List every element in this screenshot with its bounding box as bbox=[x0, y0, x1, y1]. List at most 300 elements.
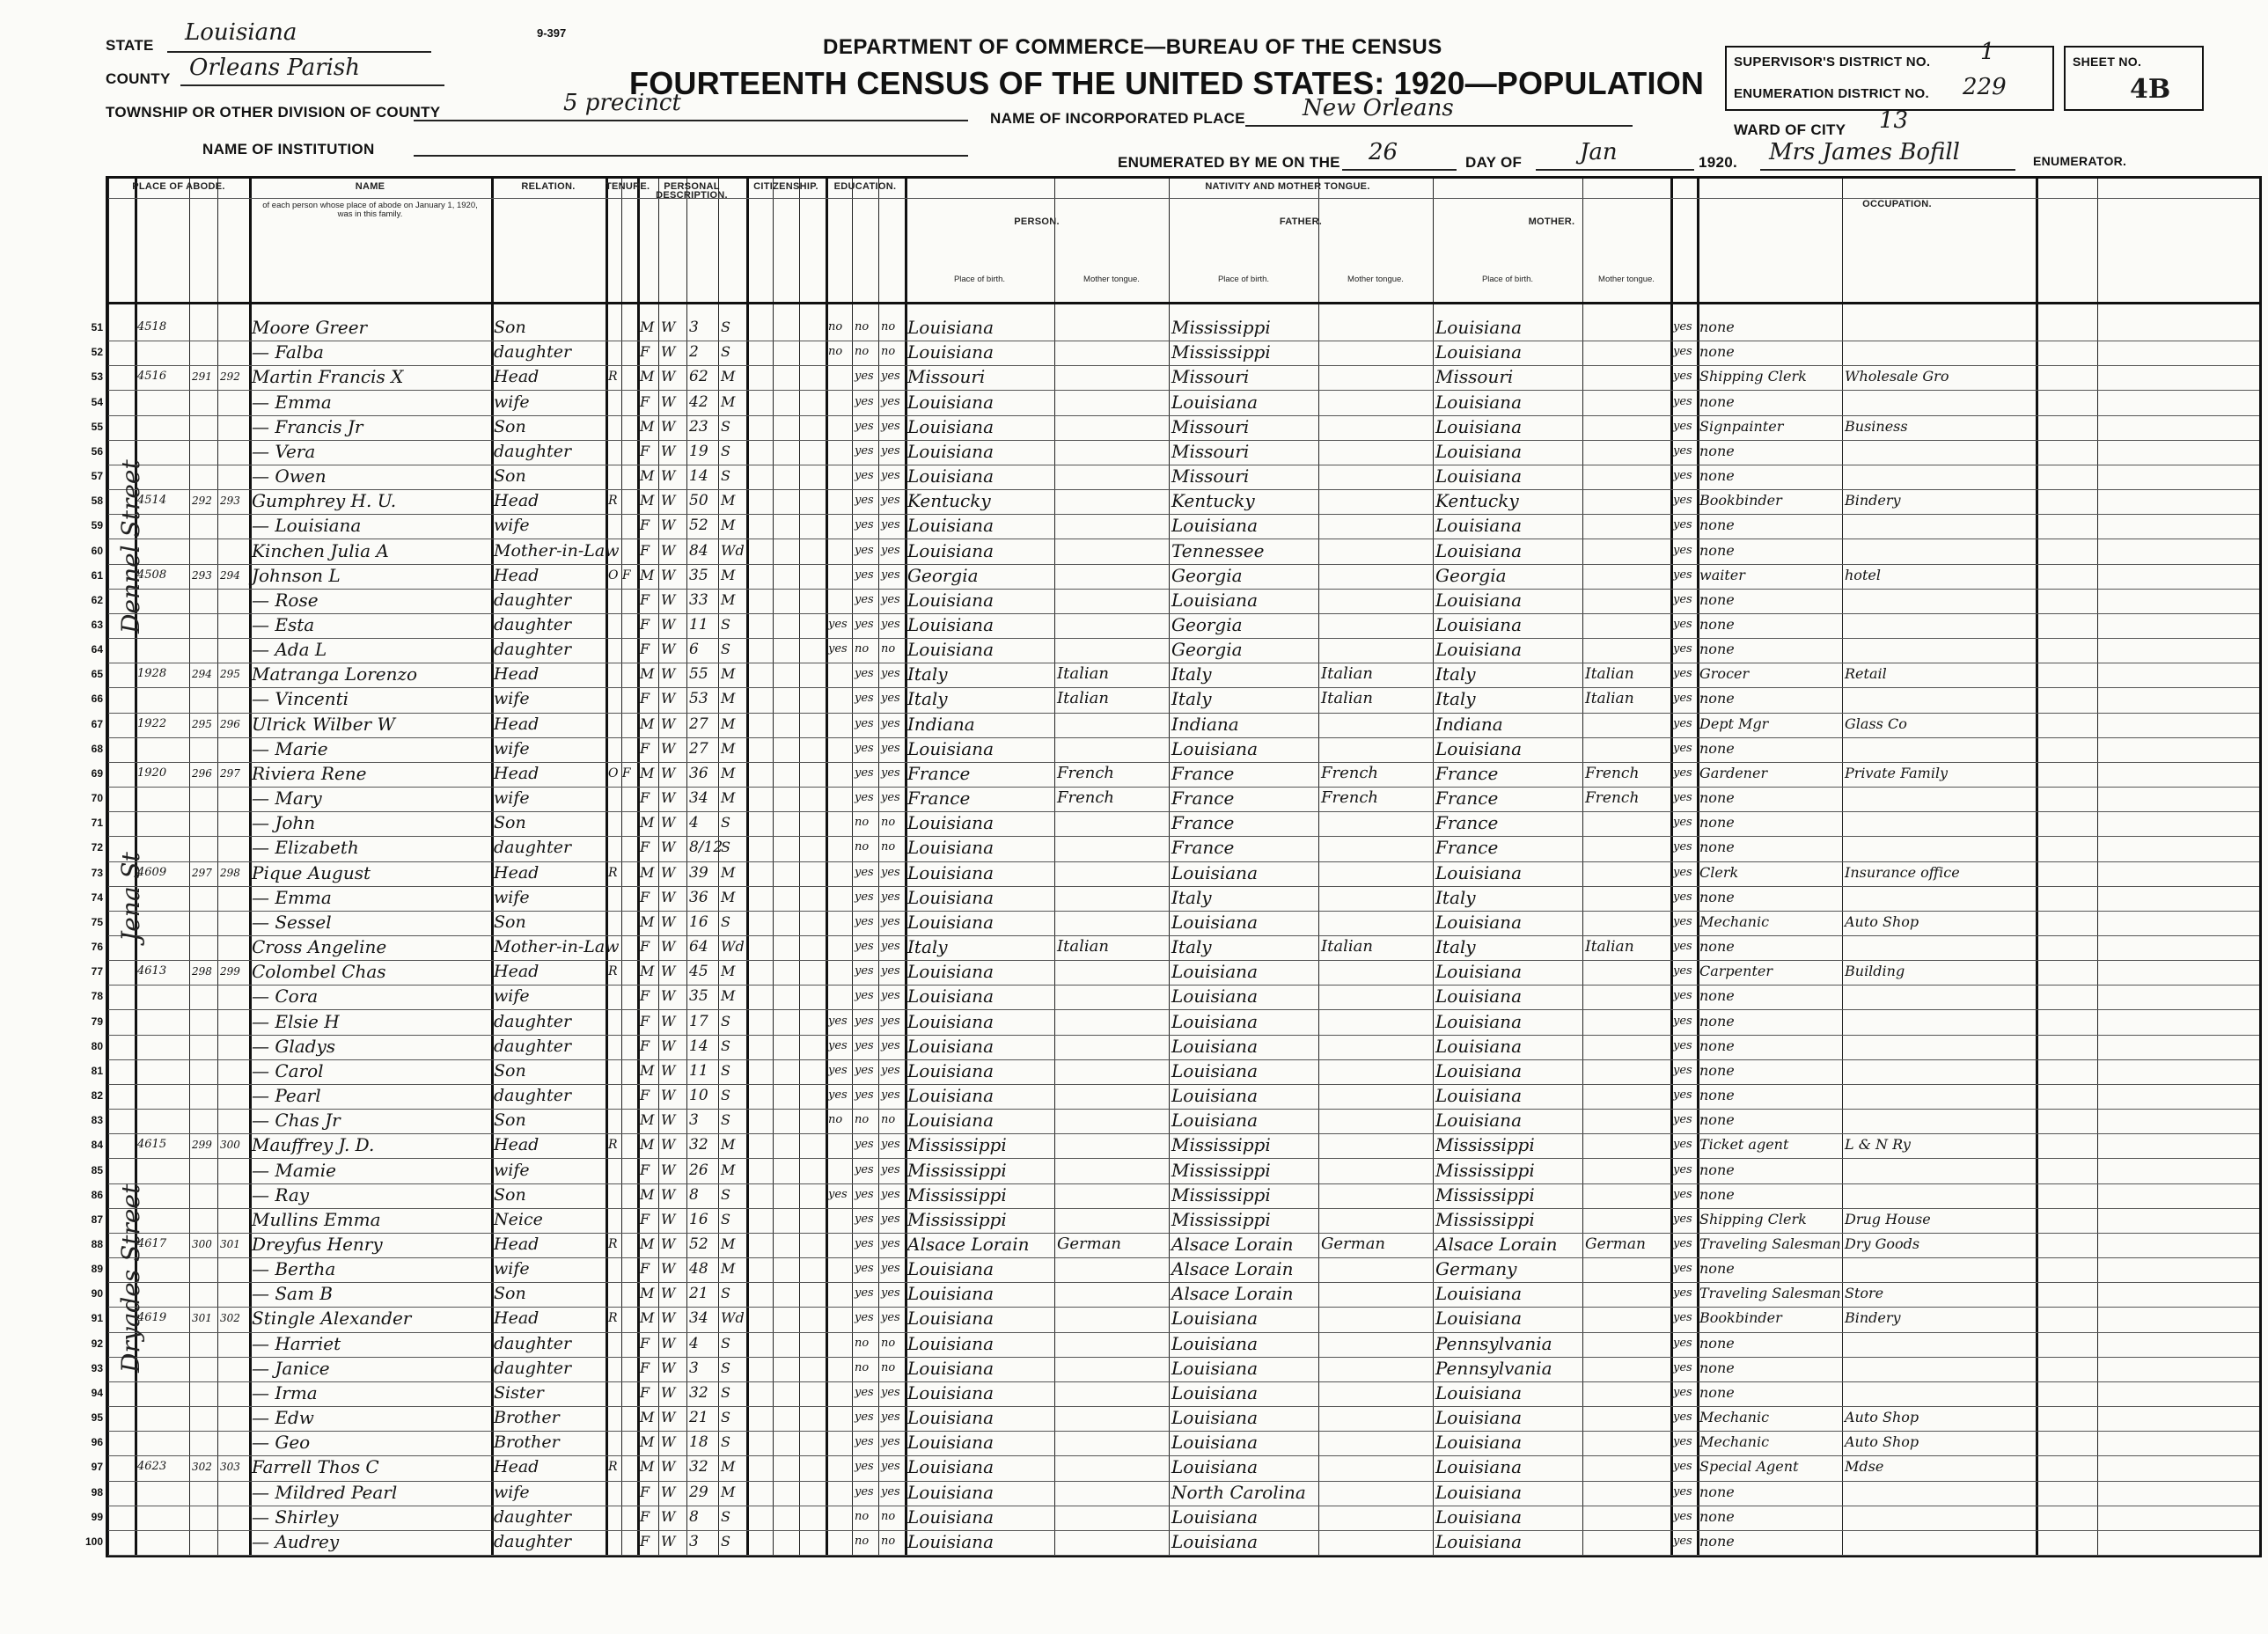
cell-occ: none bbox=[1699, 442, 1735, 459]
cell-mbp: Louisiana bbox=[1435, 391, 1522, 413]
cell-occ: none bbox=[1699, 616, 1735, 633]
cell-eng: yes bbox=[1673, 370, 1692, 384]
cell-age: 14 bbox=[689, 467, 708, 486]
cell-eng: yes bbox=[1673, 940, 1692, 954]
cell-fam: 298 bbox=[220, 866, 240, 879]
cell-write: yes bbox=[881, 443, 900, 458]
cell-occ: none bbox=[1699, 1087, 1735, 1104]
cell-name: — Irma bbox=[252, 1381, 318, 1403]
cell-age: 18 bbox=[689, 1433, 708, 1452]
line-number: 74 bbox=[91, 890, 103, 904]
cell-eng: yes bbox=[1673, 1435, 1692, 1449]
ward-label: WARD OF CITY bbox=[1734, 121, 1846, 138]
cell-rel: Son bbox=[494, 813, 526, 833]
cell-race: W bbox=[661, 1334, 676, 1352]
cell-bp: Louisiana bbox=[907, 1035, 994, 1057]
enumerated-month: Jan bbox=[1580, 139, 1618, 165]
cell-eng: yes bbox=[1673, 716, 1692, 730]
cell-rel: daughter bbox=[494, 590, 572, 610]
line-number: 55 bbox=[91, 420, 103, 433]
cell-occ: none bbox=[1699, 1483, 1735, 1500]
cell-write: no bbox=[881, 320, 896, 334]
cell-fbp: Kentucky bbox=[1171, 490, 1255, 512]
header-subrule bbox=[108, 198, 2259, 199]
cell-fbp: Georgia bbox=[1171, 614, 1243, 635]
cell-ms: M bbox=[721, 1458, 736, 1476]
cell-sex: M bbox=[640, 714, 655, 732]
cell-rel: Head bbox=[494, 1457, 539, 1477]
cell-name: — Falba bbox=[252, 341, 324, 363]
enumerator-label: ENUMERATOR. bbox=[2033, 154, 2127, 168]
cell-fam: 303 bbox=[220, 1461, 240, 1474]
cell-fam: 293 bbox=[220, 495, 240, 508]
cell-age: 32 bbox=[689, 1136, 708, 1154]
cell-school: yes bbox=[828, 642, 848, 656]
cell-race: W bbox=[661, 1409, 676, 1426]
col-header-tenure: TENURE. bbox=[606, 181, 650, 192]
cell-sex: F bbox=[640, 1012, 650, 1029]
cell-rel: daughter bbox=[494, 342, 572, 363]
cell-write: yes bbox=[881, 667, 900, 681]
cell-race: W bbox=[661, 1383, 676, 1401]
enumerated-label: ENUMERATED BY ME ON THE bbox=[1118, 154, 1340, 171]
cell-eng: yes bbox=[1673, 394, 1692, 408]
cell-eng: yes bbox=[1673, 840, 1692, 854]
cell-ftongue: German bbox=[1321, 1235, 1386, 1253]
cell-house: 4615 bbox=[137, 1138, 167, 1152]
cell-age: 32 bbox=[689, 1383, 708, 1402]
line-number: 88 bbox=[91, 1238, 103, 1250]
cell-rel: Sister bbox=[494, 1382, 544, 1403]
cell-name: — Sam B bbox=[252, 1283, 334, 1305]
cell-bp: Louisiana bbox=[907, 341, 994, 363]
cell-fbp: Louisiana bbox=[1171, 986, 1258, 1008]
cell-ftongue: French bbox=[1057, 763, 1115, 782]
cell-read: yes bbox=[855, 618, 874, 631]
cell-age: 3 bbox=[689, 1111, 699, 1130]
cell-name: Gumphrey H. U. bbox=[252, 490, 397, 512]
cell-age: 52 bbox=[689, 517, 708, 535]
cell-read: yes bbox=[855, 791, 874, 805]
line-number: 52 bbox=[91, 346, 103, 359]
cell-age: 19 bbox=[689, 442, 708, 460]
cell-dw: 302 bbox=[192, 1461, 212, 1474]
cell-race: W bbox=[661, 938, 676, 956]
cell-sex: F bbox=[640, 616, 650, 633]
cell-rel: wife bbox=[494, 1482, 530, 1502]
cell-age: 34 bbox=[689, 1309, 708, 1328]
cell-school: yes bbox=[828, 1038, 848, 1052]
cell-read: no bbox=[855, 345, 870, 359]
cell-sex: F bbox=[640, 888, 650, 905]
line-number: 100 bbox=[84, 1535, 103, 1548]
cell-dw: 297 bbox=[192, 866, 212, 879]
line-number: 61 bbox=[91, 568, 103, 582]
cell-write: yes bbox=[881, 1411, 900, 1425]
cell-fbp: Louisiana bbox=[1171, 1010, 1258, 1032]
cell-name: — Ray bbox=[252, 1183, 310, 1205]
cell-age: 8 bbox=[689, 1507, 699, 1526]
cell-sex: M bbox=[640, 863, 655, 881]
township-label: TOWNSHIP OR OTHER DIVISION OF COUNTY bbox=[106, 104, 441, 121]
line-number: 86 bbox=[91, 1188, 103, 1201]
cell-mbp: Louisiana bbox=[1435, 1283, 1522, 1305]
cell-race: W bbox=[661, 467, 676, 485]
cell-house: 4619 bbox=[137, 1311, 167, 1325]
line-number: 65 bbox=[91, 668, 103, 681]
cell-write: yes bbox=[881, 716, 900, 730]
cell-sex: M bbox=[640, 492, 655, 509]
cell-eng: yes bbox=[1673, 1534, 1692, 1548]
cell-mbp: Louisiana bbox=[1435, 1456, 1522, 1478]
cell-write: yes bbox=[881, 914, 900, 928]
cell-eng: yes bbox=[1673, 1162, 1692, 1176]
cell-ind: Bindery bbox=[1845, 492, 1901, 509]
cell-age: 16 bbox=[689, 1210, 708, 1228]
cell-mbp: Pennsylvania bbox=[1435, 1332, 1552, 1354]
cell-school: no bbox=[828, 345, 843, 359]
cell-bp: Louisiana bbox=[907, 986, 994, 1008]
cell-occ: none bbox=[1699, 1260, 1735, 1278]
cell-rel: Son bbox=[494, 1184, 526, 1205]
cell-age: 53 bbox=[689, 690, 708, 708]
cell-bp: Louisiana bbox=[907, 1506, 994, 1528]
sheet-value: 4B bbox=[2130, 74, 2171, 105]
cell-read: yes bbox=[855, 1088, 874, 1103]
cell-mbp: Mississippi bbox=[1435, 1183, 1535, 1205]
cell-read: yes bbox=[855, 940, 874, 954]
cell-fbp: Louisiana bbox=[1171, 1456, 1258, 1478]
cell-race: W bbox=[661, 739, 676, 757]
cell-ms: S bbox=[721, 343, 730, 361]
cell-fbp: Italy bbox=[1171, 688, 1212, 710]
cell-fbp: Louisiana bbox=[1171, 1059, 1258, 1081]
cell-rel: wife bbox=[494, 1259, 530, 1279]
line-number: 73 bbox=[91, 866, 103, 879]
col-header-relation: RELATION. bbox=[521, 181, 576, 192]
cell-mbp: Louisiana bbox=[1435, 440, 1522, 462]
cell-ms: M bbox=[721, 789, 736, 807]
cell-bp: Louisiana bbox=[907, 1110, 994, 1132]
col-header-mother-tongue: Mother tongue. bbox=[1598, 275, 1655, 284]
cell-write: no bbox=[881, 1113, 896, 1127]
cell-read: yes bbox=[855, 543, 874, 557]
side-note-street-1: Dennel Street bbox=[116, 459, 145, 634]
line-number: 76 bbox=[91, 941, 103, 954]
place-label: NAME OF INCORPORATED PLACE bbox=[990, 110, 1245, 127]
cell-fbp: Mississippi bbox=[1171, 1183, 1271, 1205]
day-underline bbox=[1342, 169, 1457, 171]
cell-name: Farrell Thos C bbox=[252, 1456, 379, 1478]
cell-occ: none bbox=[1699, 1185, 1735, 1203]
column-rule bbox=[686, 179, 687, 1555]
form-number: 9-397 bbox=[537, 26, 567, 40]
cell-mbp: Pennsylvania bbox=[1435, 1357, 1552, 1379]
column-rule bbox=[108, 179, 109, 1555]
cell-occ: Carpenter bbox=[1699, 963, 1773, 980]
cell-sex: F bbox=[640, 1532, 650, 1550]
cell-bp: Mississippi bbox=[907, 1159, 1007, 1181]
column-rule bbox=[1169, 179, 1170, 1555]
cell-eng: yes bbox=[1673, 1014, 1692, 1028]
cell-mbp: Louisiana bbox=[1435, 861, 1522, 883]
cell-ms: M bbox=[721, 590, 736, 608]
cell-mbp: Louisiana bbox=[1435, 1085, 1522, 1107]
cell-write: yes bbox=[881, 592, 900, 606]
cell-rel: daughter bbox=[494, 1531, 572, 1551]
cell-eng: yes bbox=[1673, 592, 1692, 606]
cell-ind: Wholesale Gro bbox=[1845, 368, 1949, 385]
cell-name: Stingle Alexander bbox=[252, 1308, 412, 1330]
cell-write: yes bbox=[881, 543, 900, 557]
cell-ms: S bbox=[721, 1507, 730, 1525]
cell-ms: M bbox=[721, 739, 736, 757]
cell-sex: F bbox=[640, 987, 650, 1005]
cell-house: 4508 bbox=[137, 568, 167, 582]
cell-name: — Vera bbox=[252, 440, 316, 462]
cell-house: 4617 bbox=[137, 1237, 167, 1250]
institution-underline bbox=[414, 155, 968, 157]
cell-age: 6 bbox=[689, 641, 699, 659]
cell-age: 64 bbox=[689, 938, 708, 956]
cell-eng: yes bbox=[1673, 1460, 1692, 1474]
cell-write: yes bbox=[881, 964, 900, 978]
cell-age: 39 bbox=[689, 863, 708, 882]
cell-name: — Mildred Pearl bbox=[252, 1481, 398, 1503]
cell-ind: Auto Shop bbox=[1845, 1409, 1919, 1426]
cell-eng: yes bbox=[1673, 692, 1692, 706]
cell-ten: R bbox=[608, 865, 618, 880]
cell-age: 48 bbox=[689, 1260, 708, 1279]
line-number: 85 bbox=[91, 1163, 103, 1176]
cell-ms: S bbox=[721, 319, 730, 336]
cell-write: yes bbox=[881, 1286, 900, 1301]
cell-name: Cross Angeline bbox=[252, 936, 387, 958]
side-note-street-3: Dryades Street bbox=[116, 1183, 145, 1373]
cell-bp: Louisiana bbox=[907, 1481, 994, 1503]
county-underline bbox=[180, 84, 444, 86]
cell-age: 52 bbox=[689, 1235, 708, 1253]
cell-bp: Louisiana bbox=[907, 589, 994, 611]
cell-sex: M bbox=[640, 764, 655, 781]
col-header-father-tongue: Mother tongue. bbox=[1347, 275, 1404, 284]
cell-ms: S bbox=[721, 1383, 730, 1401]
cell-occ: none bbox=[1699, 1012, 1735, 1029]
cell-bp: Louisiana bbox=[907, 1059, 994, 1081]
cell-read: yes bbox=[855, 1385, 874, 1399]
line-number: 84 bbox=[91, 1139, 103, 1152]
cell-rel: wife bbox=[494, 392, 530, 412]
line-number: 99 bbox=[91, 1510, 103, 1523]
cell-sex: M bbox=[640, 1409, 655, 1426]
cell-sex: F bbox=[640, 1359, 650, 1376]
cell-ftongue: French bbox=[1321, 788, 1379, 808]
ward-value: 13 bbox=[1879, 107, 1909, 134]
cell-occ: Mechanic bbox=[1699, 1409, 1770, 1426]
cell-read: yes bbox=[855, 741, 874, 755]
cell-read: yes bbox=[855, 494, 874, 508]
cell-occ: none bbox=[1699, 1507, 1735, 1525]
cell-race: W bbox=[661, 690, 676, 707]
cell-age: 21 bbox=[689, 1285, 708, 1303]
cell-read: yes bbox=[855, 1187, 874, 1201]
col-header-name-desc: of each person whose place of abode on January 1, 1920, was in this family. bbox=[262, 201, 478, 219]
cell-read: yes bbox=[855, 1484, 874, 1498]
line-number: 87 bbox=[91, 1213, 103, 1226]
cell-ms: S bbox=[721, 467, 730, 485]
cell-eng: yes bbox=[1673, 1212, 1692, 1226]
cell-house: 4623 bbox=[137, 1460, 167, 1474]
cell-mbp: Louisiana bbox=[1435, 986, 1522, 1008]
column-rule bbox=[217, 179, 218, 1555]
cell-occ: none bbox=[1699, 517, 1735, 534]
cell-mbp: Louisiana bbox=[1435, 1010, 1522, 1032]
cell-read: yes bbox=[855, 469, 874, 483]
header-rule bbox=[108, 302, 2259, 304]
cell-ms: M bbox=[721, 863, 736, 881]
cell-fbp: Louisiana bbox=[1171, 1530, 1258, 1552]
month-underline bbox=[1536, 169, 1694, 171]
cell-name: — Cora bbox=[252, 986, 319, 1008]
cell-ind: Drug House bbox=[1845, 1210, 1931, 1227]
cell-mbp: Louisiana bbox=[1435, 415, 1522, 437]
cell-write: no bbox=[881, 642, 896, 656]
cell-eng: yes bbox=[1673, 865, 1692, 879]
col-header-mother: MOTHER. bbox=[1528, 216, 1575, 227]
cell-write: yes bbox=[881, 1212, 900, 1226]
cell-race: W bbox=[661, 1433, 676, 1451]
cell-sex: M bbox=[640, 963, 655, 980]
cell-mbp: Louisiana bbox=[1435, 1506, 1522, 1528]
cell-bp: Louisiana bbox=[907, 440, 994, 462]
cell-occ: none bbox=[1699, 1359, 1735, 1376]
cell-bp: Italy bbox=[907, 688, 948, 710]
cell-ind: Insurance office bbox=[1845, 863, 1960, 881]
column-rule bbox=[2036, 179, 2038, 1555]
cell-mbp: Louisiana bbox=[1435, 1059, 1522, 1081]
cell-read: yes bbox=[855, 518, 874, 532]
cell-read: yes bbox=[855, 1063, 874, 1077]
cell-mbp: Louisiana bbox=[1435, 1308, 1522, 1330]
cell-fbp: Mississippi bbox=[1171, 1159, 1271, 1181]
column-rule bbox=[2097, 179, 2098, 1555]
cell-ms: M bbox=[721, 566, 736, 583]
cell-write: yes bbox=[881, 1385, 900, 1399]
col-header-person-tongue: Mother tongue. bbox=[1083, 275, 1140, 284]
line-number: 62 bbox=[91, 593, 103, 606]
cell-name: — Sessel bbox=[252, 911, 332, 933]
cell-read: no bbox=[855, 1534, 870, 1548]
cell-bp: Louisiana bbox=[907, 465, 994, 487]
cell-rel: Son bbox=[494, 416, 526, 436]
cell-ten: R bbox=[608, 1460, 618, 1475]
cell-mbp: Germany bbox=[1435, 1258, 1517, 1280]
cell-read: no bbox=[855, 1336, 870, 1350]
cell-sex: M bbox=[640, 1136, 655, 1154]
cell-sex: M bbox=[640, 319, 655, 336]
cell-ten: R bbox=[608, 1237, 618, 1251]
cell-fbp: Louisiana bbox=[1171, 911, 1258, 933]
cell-mbp: Louisiana bbox=[1435, 911, 1522, 933]
cell-rel: wife bbox=[494, 516, 530, 536]
cell-ms: M bbox=[721, 987, 736, 1005]
line-number: 51 bbox=[91, 321, 103, 334]
cell-race: W bbox=[661, 392, 676, 410]
cell-age: 34 bbox=[689, 789, 708, 808]
cell-read: yes bbox=[855, 692, 874, 706]
line-number: 92 bbox=[91, 1337, 103, 1350]
cell-occ: none bbox=[1699, 467, 1735, 485]
cell-mbp: Louisiana bbox=[1435, 341, 1522, 363]
cell-fbp: Missouri bbox=[1171, 465, 1250, 487]
cell-school: yes bbox=[828, 1014, 848, 1028]
cell-name: — Ada L bbox=[252, 639, 327, 661]
cell-occ: Clerk bbox=[1699, 863, 1739, 881]
cell-race: W bbox=[661, 714, 676, 732]
cell-race: W bbox=[661, 541, 676, 559]
cell-mbp: Louisiana bbox=[1435, 737, 1522, 759]
enumerated-day: 26 bbox=[1369, 139, 1398, 165]
cell-eng: yes bbox=[1673, 816, 1692, 830]
cell-race: W bbox=[661, 1458, 676, 1476]
cell-occ: none bbox=[1699, 641, 1735, 658]
cell-read: no bbox=[855, 1360, 870, 1374]
enum-district-value: 229 bbox=[1963, 74, 2007, 100]
cell-ten: R bbox=[608, 494, 618, 509]
column-rule bbox=[852, 179, 853, 1555]
cell-ms: M bbox=[721, 764, 736, 781]
cell-fbp: Louisiana bbox=[1171, 1506, 1258, 1528]
cell-ftongue: French bbox=[1585, 789, 1640, 808]
cell-ms: S bbox=[721, 1210, 730, 1227]
col-header-father: FATHER. bbox=[1279, 216, 1323, 227]
column-rule bbox=[658, 179, 659, 1555]
cell-eng: yes bbox=[1673, 791, 1692, 805]
line-number: 60 bbox=[91, 544, 103, 557]
cell-rel: Brother bbox=[494, 1432, 560, 1453]
cell-mbp: Louisiana bbox=[1435, 1035, 1522, 1057]
cell-occ: none bbox=[1699, 319, 1735, 336]
cell-write: no bbox=[881, 1336, 896, 1350]
cell-bp: Kentucky bbox=[907, 490, 991, 512]
row-rule bbox=[108, 1555, 2259, 1556]
cell-bp: Alsace Lorain bbox=[907, 1234, 1030, 1255]
cell-race: W bbox=[661, 368, 676, 385]
cell-race: W bbox=[661, 1309, 676, 1327]
cell-ind: Business bbox=[1845, 417, 1908, 435]
cell-fbp: Louisiana bbox=[1171, 1332, 1258, 1354]
cell-age: 45 bbox=[689, 963, 708, 981]
cell-school: no bbox=[828, 1113, 843, 1127]
cell-fbp: Georgia bbox=[1171, 639, 1243, 661]
cell-name: — Vincenti bbox=[252, 688, 349, 710]
cell-rel: Neice bbox=[494, 1209, 543, 1229]
cell-rel: daughter bbox=[494, 441, 572, 461]
cell-read: yes bbox=[855, 592, 874, 606]
cell-eng: yes bbox=[1673, 642, 1692, 656]
cell-sex: F bbox=[640, 1383, 650, 1401]
cell-occ: none bbox=[1699, 1161, 1735, 1178]
cell-bp: Italy bbox=[907, 663, 948, 685]
cell-write: no bbox=[881, 1360, 896, 1374]
line-number: 93 bbox=[91, 1361, 103, 1374]
line-number: 79 bbox=[91, 1015, 103, 1028]
cell-read: yes bbox=[855, 568, 874, 582]
cell-dw: 293 bbox=[192, 568, 212, 582]
cell-fbp: Louisiana bbox=[1171, 589, 1258, 611]
cell-race: W bbox=[661, 590, 676, 608]
cell-age: 33 bbox=[689, 590, 708, 609]
